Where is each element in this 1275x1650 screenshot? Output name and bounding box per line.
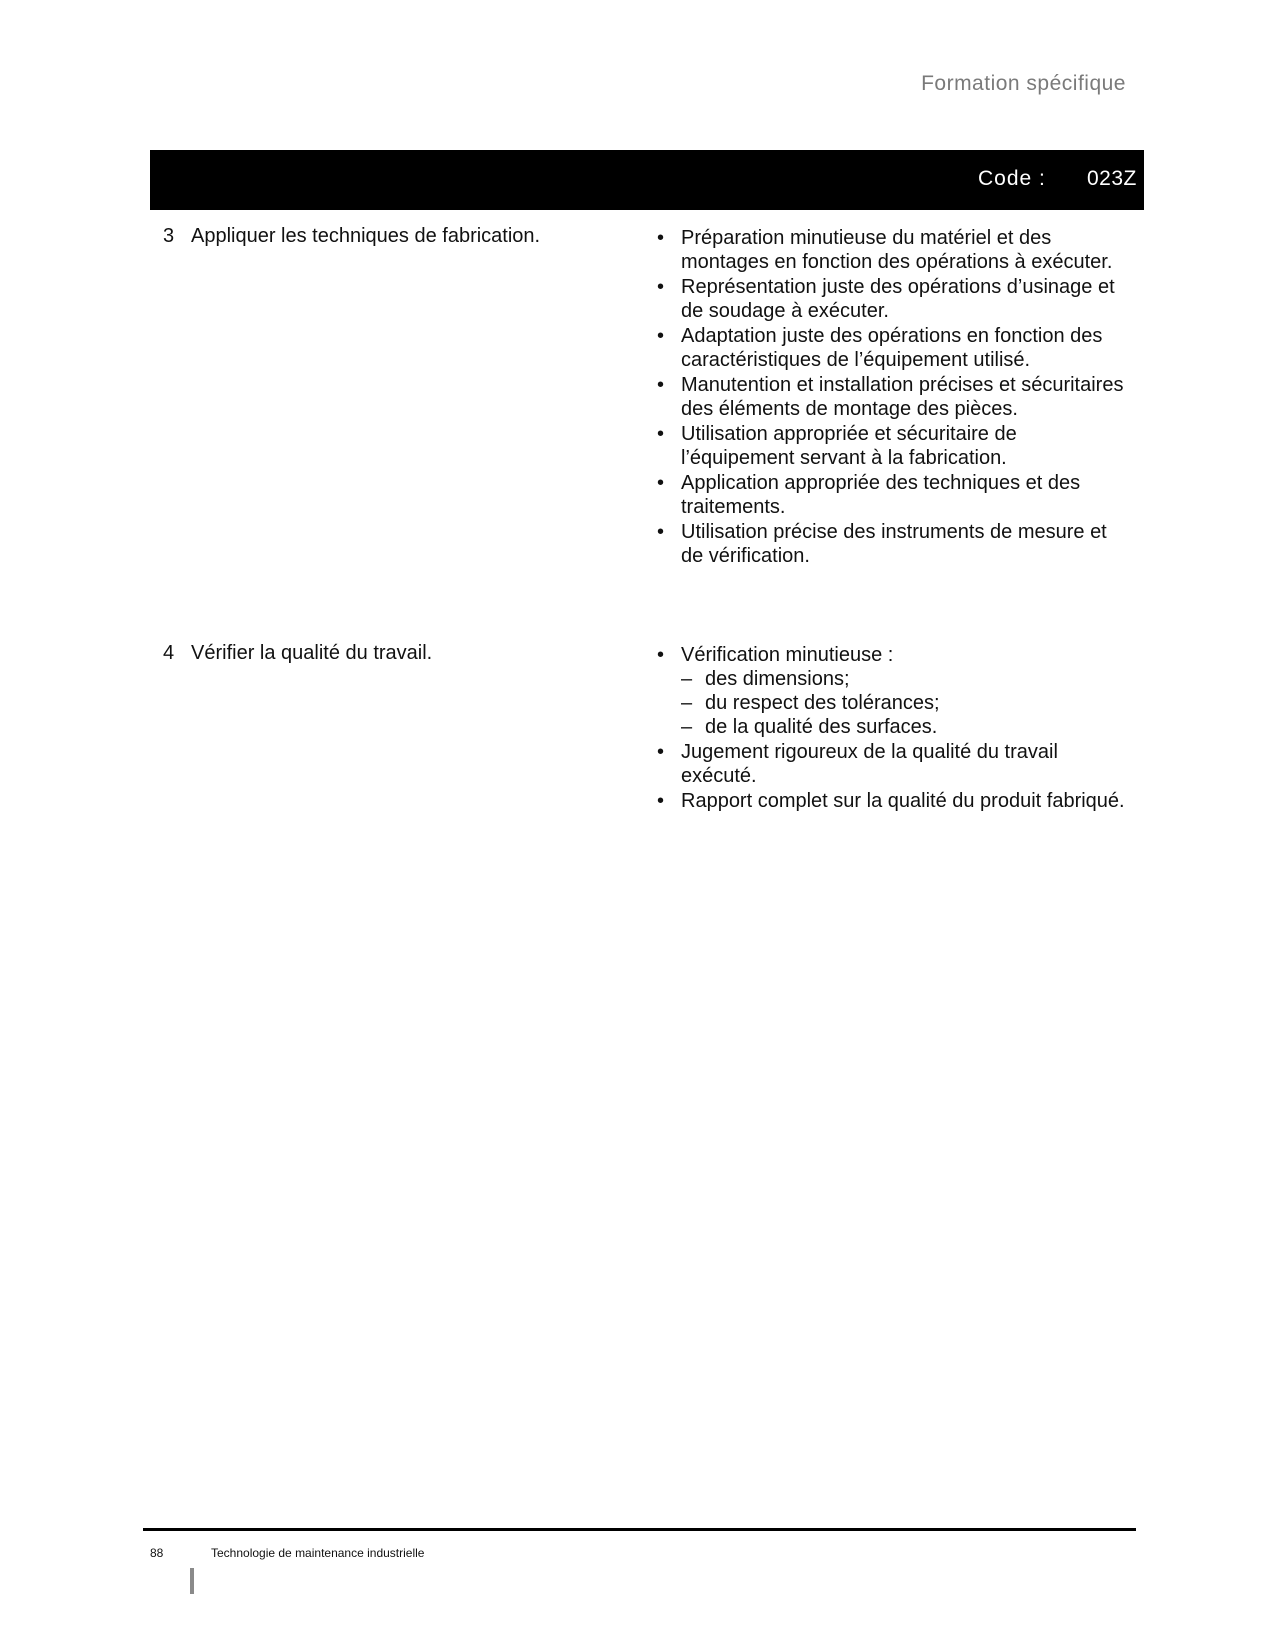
margin-bar [190,1568,194,1594]
criterion-item [657,740,1132,788]
bullet-icon: • [657,276,665,298]
bullet-icon: • [657,227,665,249]
criterion-item [657,324,1132,372]
criterion-item [657,643,1132,739]
criterion-item [657,373,1132,421]
element-number: 4 [163,642,175,664]
bullet-icon: • [657,423,665,445]
criterion-item [657,520,1132,568]
running-header: Formation spécifique [921,72,1126,95]
bullet-icon: • [657,521,665,543]
element-text: Vérifier la qualité du travail. [191,642,433,664]
sub-criterion-text: de la qualité des surfaces. [705,716,938,738]
element-statement [163,224,540,248]
element-text: Appliquer les techniques de fabrication. [191,225,541,247]
criterion-text: Rapport complet sur la qualité du produit fabriqué. [681,790,1125,812]
criterion-text: Vérification minutieuse : [681,644,894,666]
criterion-item [657,789,1132,813]
element-number: 3 [163,225,175,247]
criterion-text: Représentation juste des opérations d’usinage et de soudage à exécuter. [681,276,1115,322]
criterion-text: Adaptation juste des opérations en fonction des caractéristiques de l’équipement utilisé. [681,325,1103,371]
page-number: 88 [150,1546,164,1560]
element-statement [163,641,432,665]
dash-icon: – [681,668,693,690]
criterion-text: Préparation minutieuse du matériel et des montages en fonction des opérations à exécuter. [681,227,1113,273]
sub-criterion-text: des dimensions; [705,668,850,690]
criterion-text: Manutention et installation précises et sécuritaires des éléments de montage des pièces. [681,374,1124,420]
criterion-text: Application appropriée des techniques et des traitements. [681,472,1081,518]
dash-icon: – [681,716,693,738]
bullet-icon: • [657,644,665,666]
sub-criterion [681,691,1132,715]
criterion-item [657,226,1132,274]
criterion-text: Utilisation appropriée et sécuritaire de l’équipement servant à la fabrication. [681,423,1017,469]
footer-divider [143,1528,1136,1531]
sub-criterion [681,715,1132,739]
sub-criterion-text: du respect des tolérances; [705,692,940,714]
dash-icon: – [681,692,693,714]
bullet-icon: • [657,472,665,494]
criterion-text: Utilisation précise des instruments de mesure et de vérification. [681,521,1107,567]
bullet-icon: • [657,790,665,812]
sub-criterion [681,667,1132,691]
criterion-item [657,471,1132,519]
bullet-icon: • [657,325,665,347]
code-value: 023Z [1087,167,1137,190]
code-bar [150,150,1144,210]
performance-criteria-list [657,226,1132,569]
criterion-text: Jugement rigoureux de la qualité du travail exécuté. [681,741,1058,787]
criterion-item [657,422,1132,470]
footer-title: Technologie de maintenance industrielle [211,1546,425,1560]
performance-criteria-list [657,643,1132,814]
bullet-icon: • [657,741,665,763]
bullet-icon: • [657,374,665,396]
criterion-item [657,275,1132,323]
code-label: Code : [978,167,1046,190]
